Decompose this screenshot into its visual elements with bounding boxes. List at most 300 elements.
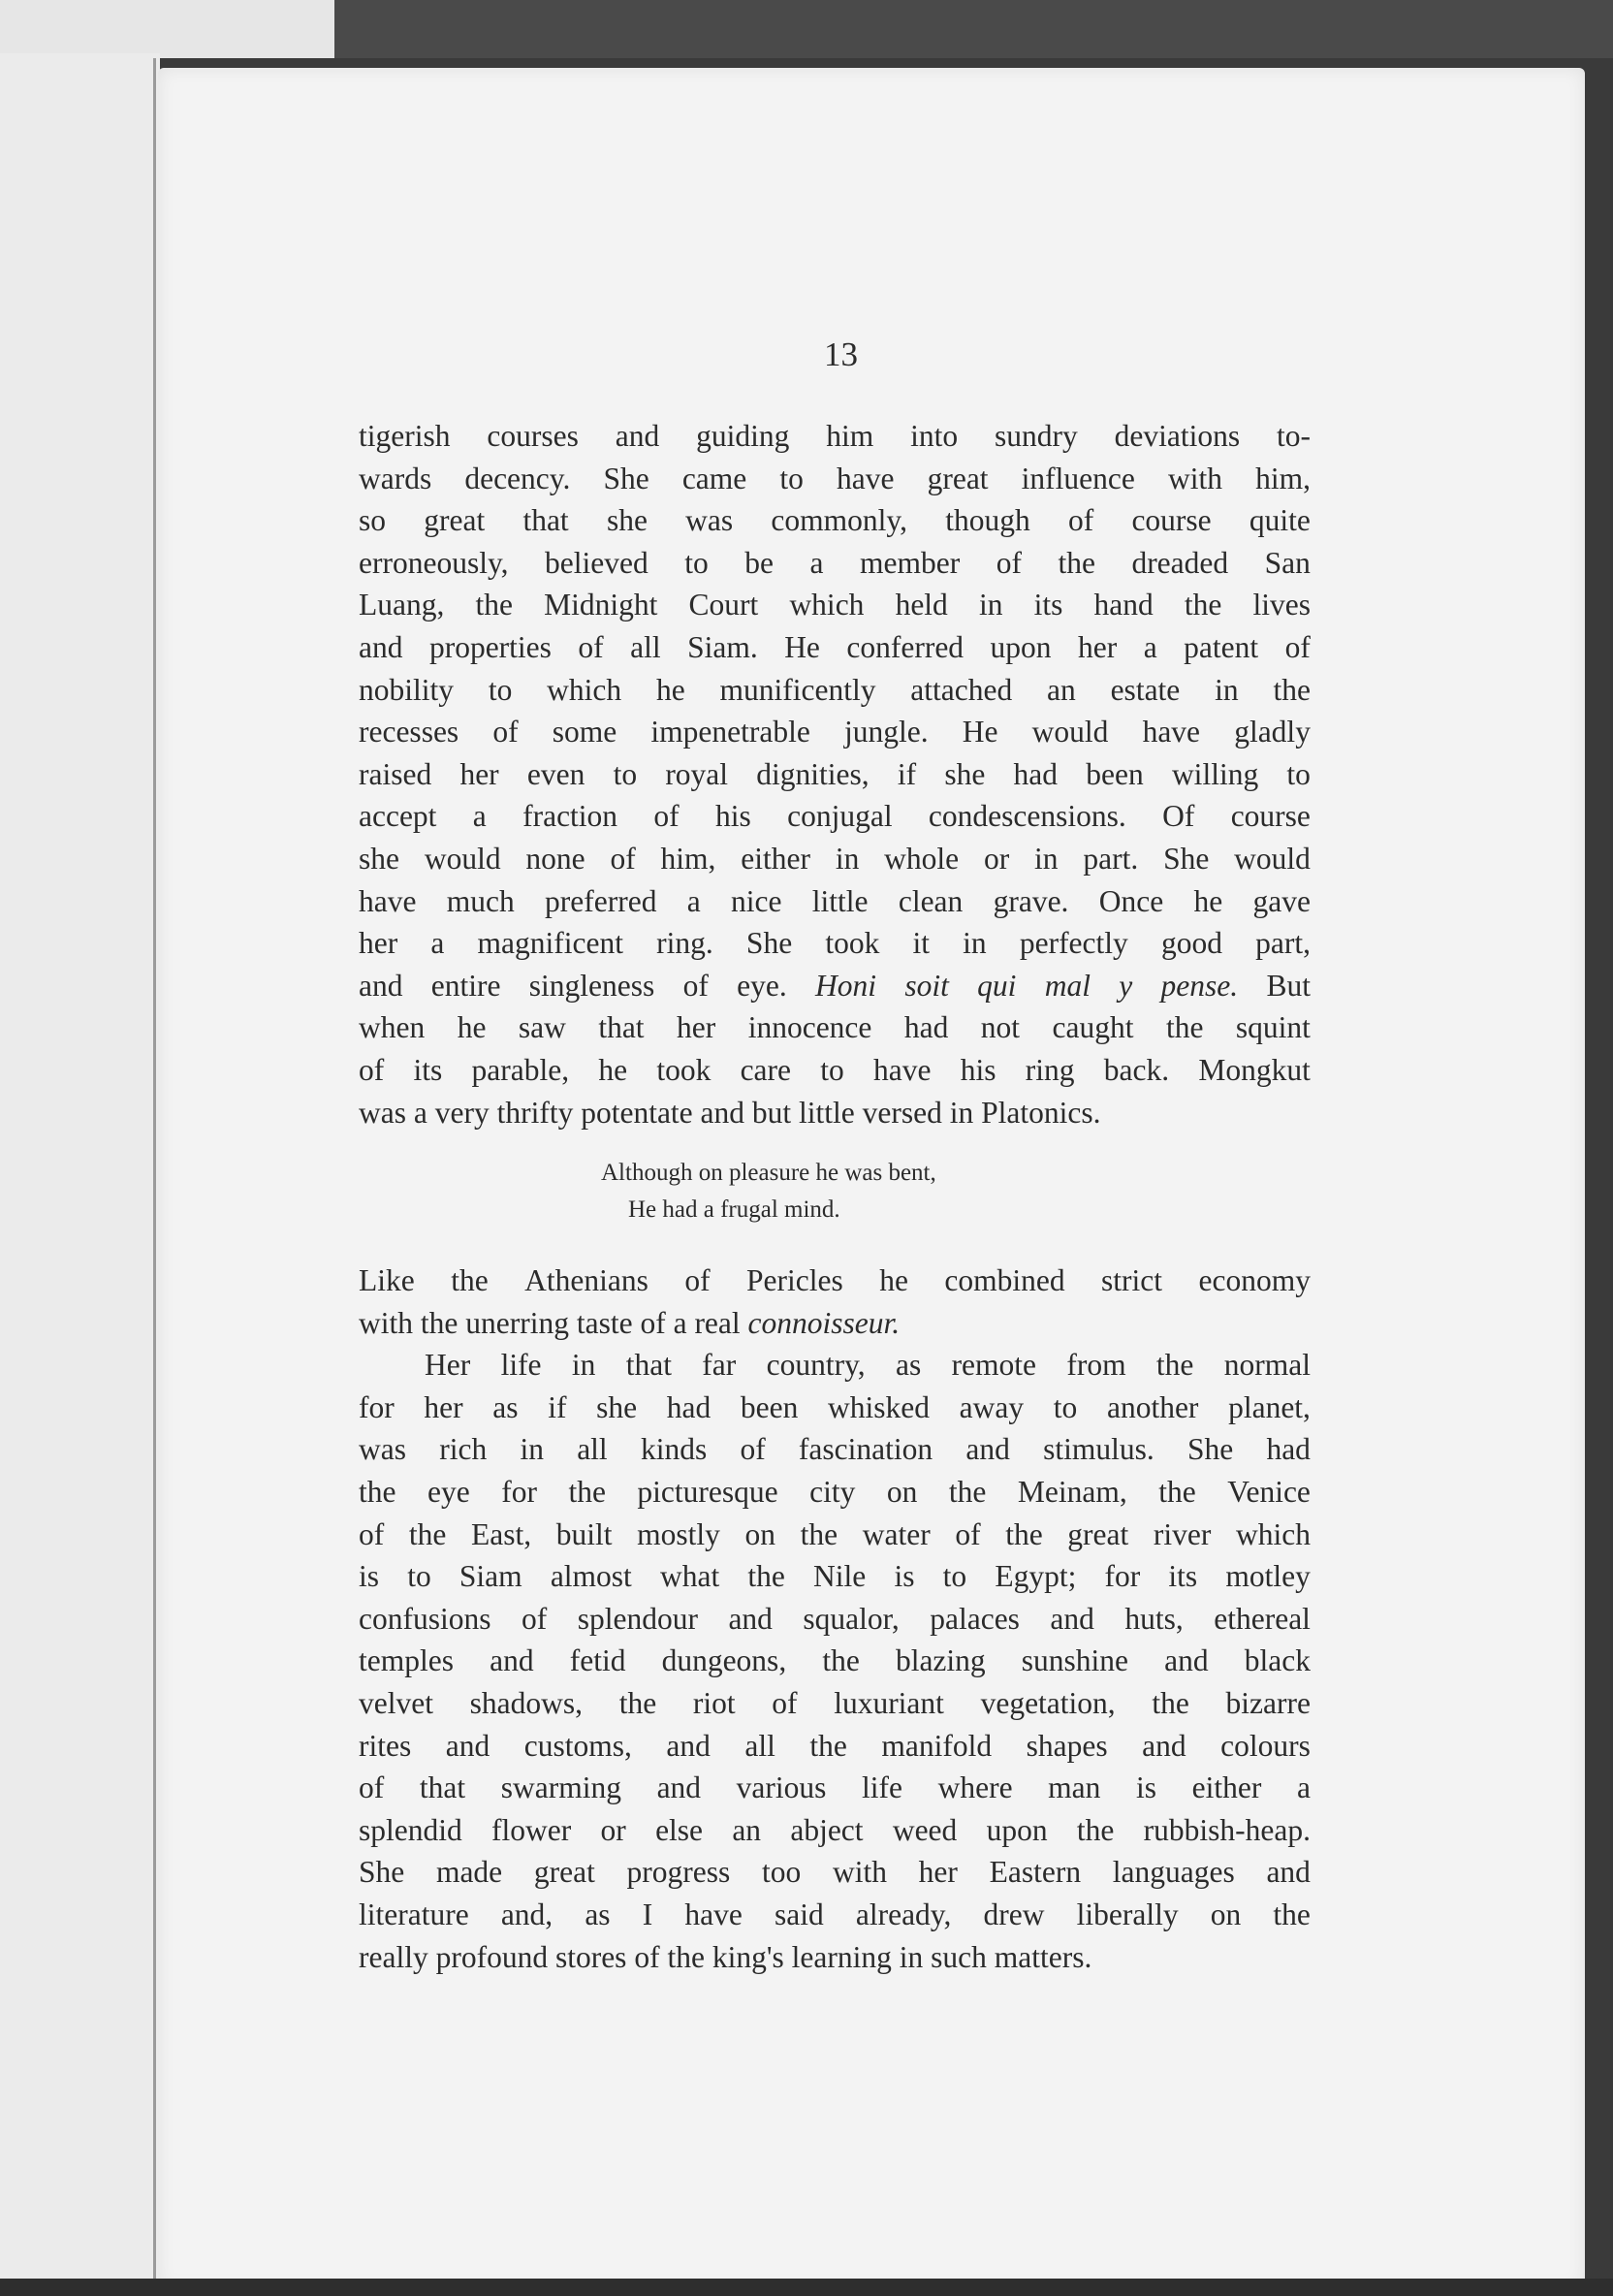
word: he [457, 1010, 487, 1045]
word: her [1078, 629, 1118, 664]
word: rubbish-heap. [1143, 1812, 1311, 1847]
word: he [879, 1263, 908, 1298]
word: sundry [995, 419, 1078, 453]
word: her [918, 1855, 958, 1890]
word: to [779, 461, 804, 495]
word: temples [359, 1643, 454, 1678]
word: East, [470, 1516, 532, 1551]
word: Siam [459, 1559, 522, 1594]
text-line [359, 1428, 1311, 1471]
word: in [1215, 672, 1239, 707]
word: the [408, 1516, 447, 1551]
word: black [1244, 1643, 1311, 1678]
text-line [359, 795, 1311, 838]
word: of [1067, 503, 1094, 538]
word: for [359, 1389, 395, 1424]
word: or [983, 841, 1010, 876]
word: jungle. [844, 715, 929, 749]
word: part, [1255, 926, 1311, 961]
word: though [945, 503, 1030, 538]
word: taste [576, 1305, 641, 1340]
word: the [359, 1475, 396, 1510]
text-line [359, 669, 1311, 712]
word: fetid [569, 1643, 626, 1678]
word: nobility [359, 672, 455, 707]
word: would [1031, 715, 1109, 749]
word: she [944, 756, 986, 791]
word: good [1160, 926, 1222, 961]
word: much [446, 883, 515, 918]
word: been [740, 1389, 799, 1424]
word: squint [1235, 1010, 1311, 1045]
word: the [1165, 1010, 1204, 1045]
word: be [744, 545, 774, 580]
word: picturesque [637, 1475, 778, 1510]
word: life [500, 1348, 542, 1383]
word: and [615, 419, 660, 453]
text-line [359, 1598, 1311, 1641]
word: would [424, 841, 501, 876]
word: and [656, 1770, 702, 1805]
text-line [359, 458, 1311, 500]
word: had [666, 1389, 712, 1424]
text-line [359, 1387, 1311, 1429]
word: whisked [828, 1389, 931, 1424]
word: Of [1162, 799, 1195, 834]
word: all [744, 1728, 775, 1763]
word: She [1186, 1432, 1234, 1467]
word: He [784, 629, 820, 664]
word: parable, [471, 1052, 570, 1087]
word: of [682, 968, 709, 1003]
word: vegetation, [980, 1686, 1116, 1721]
word: of [996, 545, 1022, 580]
word: impenetrable [650, 715, 810, 749]
word: member [859, 545, 961, 580]
word: She [745, 926, 793, 961]
word: the [1184, 588, 1222, 622]
text-line [359, 1302, 1311, 1345]
word: of [492, 715, 519, 749]
verse-line-2: He had a frugal mind. [628, 1196, 840, 1224]
word: but [751, 1095, 800, 1130]
word: tigerish [359, 419, 451, 453]
word: that [522, 503, 569, 538]
word: when [359, 1010, 426, 1045]
word: Eastern [989, 1855, 1082, 1890]
word: learning [791, 1939, 900, 1974]
word: the [948, 1475, 987, 1510]
word: either [741, 841, 810, 876]
word: already, [855, 1897, 952, 1931]
word: matters. [994, 1939, 1092, 1974]
word: courses [487, 419, 579, 453]
word: a [430, 926, 445, 961]
text-line [359, 1851, 1311, 1894]
word: profound [435, 1939, 555, 1974]
word: else [655, 1812, 704, 1847]
word: Midnight [544, 588, 658, 622]
word: rites [359, 1728, 412, 1763]
word: properties [428, 629, 552, 664]
word: in [520, 1432, 544, 1467]
word: into [910, 419, 959, 453]
word: of [640, 1305, 674, 1340]
word: He [962, 715, 998, 749]
word: have [359, 883, 417, 918]
text-line [359, 965, 1311, 1007]
text-line [359, 838, 1311, 880]
text-line [359, 542, 1311, 585]
word: the [475, 588, 513, 622]
word: river [1153, 1516, 1212, 1551]
word: of [359, 1052, 385, 1087]
word: willing [1171, 756, 1259, 791]
text-line [359, 626, 1311, 669]
word: said [774, 1897, 824, 1931]
word: have [1142, 715, 1201, 749]
word: strict [1101, 1263, 1163, 1298]
word: conferred [846, 629, 965, 664]
word: eye. [737, 968, 787, 1003]
word: was [685, 503, 734, 538]
word: fraction [522, 799, 618, 834]
word: Egypt; [995, 1559, 1077, 1594]
word: in [963, 926, 987, 961]
word: versed [862, 1095, 950, 1130]
word: riot [692, 1686, 736, 1721]
word: on [1210, 1897, 1242, 1931]
word: bizarre [1225, 1686, 1311, 1721]
word: really [359, 1939, 436, 1974]
word: real [694, 1305, 748, 1340]
word: ring. [656, 926, 713, 961]
word: it [912, 926, 931, 961]
word: an [732, 1812, 762, 1847]
word: water [862, 1516, 931, 1551]
word: stores [554, 1939, 635, 1974]
word: Mongkut [1198, 1052, 1311, 1087]
word: She [359, 1855, 405, 1890]
word: his [960, 1052, 996, 1087]
word: and [1050, 1601, 1094, 1636]
word: a [1296, 1770, 1311, 1805]
word: to [488, 672, 513, 707]
word: of [521, 1601, 548, 1636]
word: quite [1249, 503, 1311, 538]
text-line [359, 1260, 1311, 1302]
word: palaces [930, 1601, 1020, 1636]
word: fascination [798, 1432, 933, 1467]
word: the [451, 1263, 489, 1298]
word: estate [1110, 672, 1181, 707]
word: its [1033, 588, 1063, 622]
word: to [407, 1559, 431, 1594]
word: and [1142, 1728, 1186, 1763]
word: as [895, 1348, 922, 1383]
word: unerring [465, 1305, 577, 1340]
word: country, [766, 1348, 866, 1383]
word: ethereal [1214, 1601, 1311, 1636]
word: her [459, 756, 499, 791]
word: have [684, 1897, 743, 1931]
word: had [1266, 1432, 1311, 1467]
word: an [1047, 672, 1076, 707]
word: of [684, 1263, 711, 1298]
word: man [1048, 1770, 1101, 1805]
word: her [677, 1010, 716, 1045]
word: which [789, 588, 865, 622]
text-line [359, 1682, 1311, 1725]
word: flower [491, 1812, 572, 1847]
word: course [1230, 799, 1311, 834]
word: a [413, 1095, 435, 1130]
word: Once [1098, 883, 1164, 918]
word: She [603, 461, 649, 495]
scan-top-left-margin [0, 0, 334, 58]
word: which [1235, 1516, 1311, 1551]
word: various [736, 1770, 827, 1805]
word: and [490, 1643, 534, 1678]
word: innocence [747, 1010, 872, 1045]
word: upon [990, 629, 1052, 664]
book-gutter [153, 58, 156, 2279]
word: have [873, 1052, 932, 1087]
word: confusions [359, 1601, 491, 1636]
word: luxuriant [834, 1686, 944, 1721]
word: care [740, 1052, 792, 1087]
word: nice [731, 883, 782, 918]
word: king's [712, 1939, 792, 1974]
word: gave [1252, 883, 1311, 918]
word: took [825, 926, 880, 961]
word: very [434, 1095, 497, 1130]
word: swarming [500, 1770, 621, 1805]
word: squalor, [803, 1601, 900, 1636]
word: and [359, 629, 403, 664]
word: he [598, 1052, 628, 1087]
text-line [359, 1767, 1311, 1809]
word: the [822, 1643, 860, 1678]
word: liberally [1076, 1897, 1179, 1931]
word: in [1034, 841, 1059, 876]
text-line [359, 499, 1311, 542]
word: him, [1255, 461, 1311, 495]
word: her [359, 926, 398, 961]
word: motley [1225, 1559, 1311, 1594]
text-line [359, 880, 1311, 923]
word: patent [1184, 629, 1259, 664]
word: huts, [1124, 1601, 1184, 1636]
word: in [978, 588, 1003, 622]
word: royal [665, 756, 729, 791]
word: her [424, 1389, 463, 1424]
word: progress [626, 1855, 731, 1890]
word: accept [359, 799, 437, 834]
word: hand [1093, 588, 1154, 622]
word: the [747, 1559, 785, 1594]
word: the [1273, 1897, 1311, 1931]
word: city [809, 1475, 856, 1510]
word: whole [884, 841, 960, 876]
word: ring [1025, 1052, 1075, 1087]
word: in [949, 1095, 982, 1130]
word: of [955, 1516, 981, 1551]
word: abject [790, 1812, 864, 1847]
word: Luang, [359, 588, 445, 622]
word: Court [688, 588, 759, 622]
word: rich [439, 1432, 488, 1467]
word: of [653, 799, 680, 834]
word: of [1284, 629, 1311, 664]
word: the [1152, 1686, 1189, 1721]
word: that [419, 1770, 466, 1805]
word: all [630, 629, 661, 664]
word: great [927, 461, 989, 495]
word: and [359, 968, 403, 1003]
word: Pericles [746, 1263, 843, 1298]
word: too [761, 1855, 802, 1890]
word: Platonics. [981, 1095, 1101, 1130]
word: Athenians [524, 1263, 648, 1298]
text-line [359, 415, 1311, 458]
word: great [1067, 1516, 1129, 1551]
word: condescensions. [928, 799, 1126, 834]
word: such [931, 1939, 995, 1974]
word: influence [1021, 461, 1135, 495]
word: the [568, 1475, 606, 1510]
word: not [980, 1010, 1021, 1045]
word: all [577, 1432, 608, 1467]
word: almost [550, 1559, 632, 1594]
word: and [728, 1601, 773, 1636]
word: from [1066, 1348, 1126, 1383]
word: to [1053, 1389, 1078, 1424]
text-line [359, 1471, 1311, 1514]
word: to [613, 756, 638, 791]
word: have [837, 461, 895, 495]
word: of [578, 629, 604, 664]
word: to [684, 545, 709, 580]
word: if [897, 756, 917, 791]
word: and [1266, 1855, 1311, 1890]
word: or [600, 1812, 626, 1847]
word: erroneously, [359, 545, 509, 580]
word: which [547, 672, 622, 707]
word: him [826, 419, 874, 453]
verse-quote [359, 1155, 1311, 1228]
word: he [655, 672, 685, 707]
word: Her [425, 1348, 471, 1383]
word: him, [660, 841, 716, 876]
word: attached [910, 672, 1013, 707]
text-line [359, 753, 1311, 796]
word: is [1136, 1770, 1157, 1805]
word: qui [977, 968, 1017, 1003]
word: mal [1044, 968, 1091, 1003]
word: the [1273, 672, 1311, 707]
word: its [1168, 1559, 1198, 1594]
text-line [359, 1640, 1311, 1682]
word: and [965, 1432, 1010, 1467]
word: commonly, [771, 503, 907, 538]
word: of [359, 1516, 385, 1551]
word: so [359, 503, 387, 538]
word: stimulus. [1043, 1432, 1154, 1467]
word: gladly [1234, 715, 1311, 749]
word: on [744, 1516, 775, 1551]
word: sunshine [1021, 1643, 1129, 1678]
word: literature [359, 1897, 469, 1931]
text-line [359, 584, 1311, 626]
word: shapes [1026, 1728, 1108, 1763]
word: none [525, 841, 585, 876]
word: its [413, 1052, 443, 1087]
word: course [1131, 503, 1212, 538]
word: Honi [815, 968, 877, 1003]
word: the [1158, 1475, 1196, 1510]
word: dignities, [756, 756, 870, 791]
word: little [799, 1095, 863, 1130]
word: part. [1083, 841, 1139, 876]
word: been [1086, 756, 1144, 791]
word: splendour [577, 1601, 698, 1636]
word: decency. [464, 461, 571, 495]
word: he [1193, 883, 1223, 918]
word: what [659, 1559, 720, 1594]
word: far [702, 1348, 737, 1383]
word: to [820, 1052, 844, 1087]
text-line [359, 711, 1311, 753]
word: if [548, 1389, 567, 1424]
word: caught [1052, 1010, 1134, 1045]
word: the [800, 1516, 838, 1551]
word: Meinam, [1017, 1475, 1127, 1510]
text-line [359, 1049, 1311, 1092]
word: built [555, 1516, 613, 1551]
word: conjugal [787, 799, 893, 834]
word: soit [904, 968, 949, 1003]
text-line [359, 1555, 1311, 1598]
word: Venice [1227, 1475, 1311, 1510]
word: pense. [1160, 968, 1239, 1003]
word: with [1167, 461, 1222, 495]
word: the [1058, 545, 1095, 580]
word: and [1164, 1643, 1209, 1678]
word: where [937, 1770, 1013, 1805]
word: eye [427, 1475, 470, 1510]
word: little [811, 883, 869, 918]
text-line [359, 1725, 1311, 1768]
text-line [359, 922, 1311, 965]
word: potentate [581, 1095, 701, 1130]
text-line [359, 1092, 1311, 1134]
word: entire [430, 968, 501, 1003]
text-line [359, 1809, 1311, 1852]
word: with [359, 1305, 421, 1340]
word: the [809, 1728, 847, 1763]
word: for [501, 1475, 537, 1510]
word: either [1191, 1770, 1262, 1805]
word: a [809, 545, 824, 580]
word: some [552, 715, 617, 749]
text-line [359, 1894, 1311, 1936]
word: life [862, 1770, 902, 1805]
word: clean [898, 883, 964, 918]
word: upon [986, 1812, 1048, 1847]
page-number: 13 [824, 335, 858, 373]
page-body [359, 415, 1311, 1978]
